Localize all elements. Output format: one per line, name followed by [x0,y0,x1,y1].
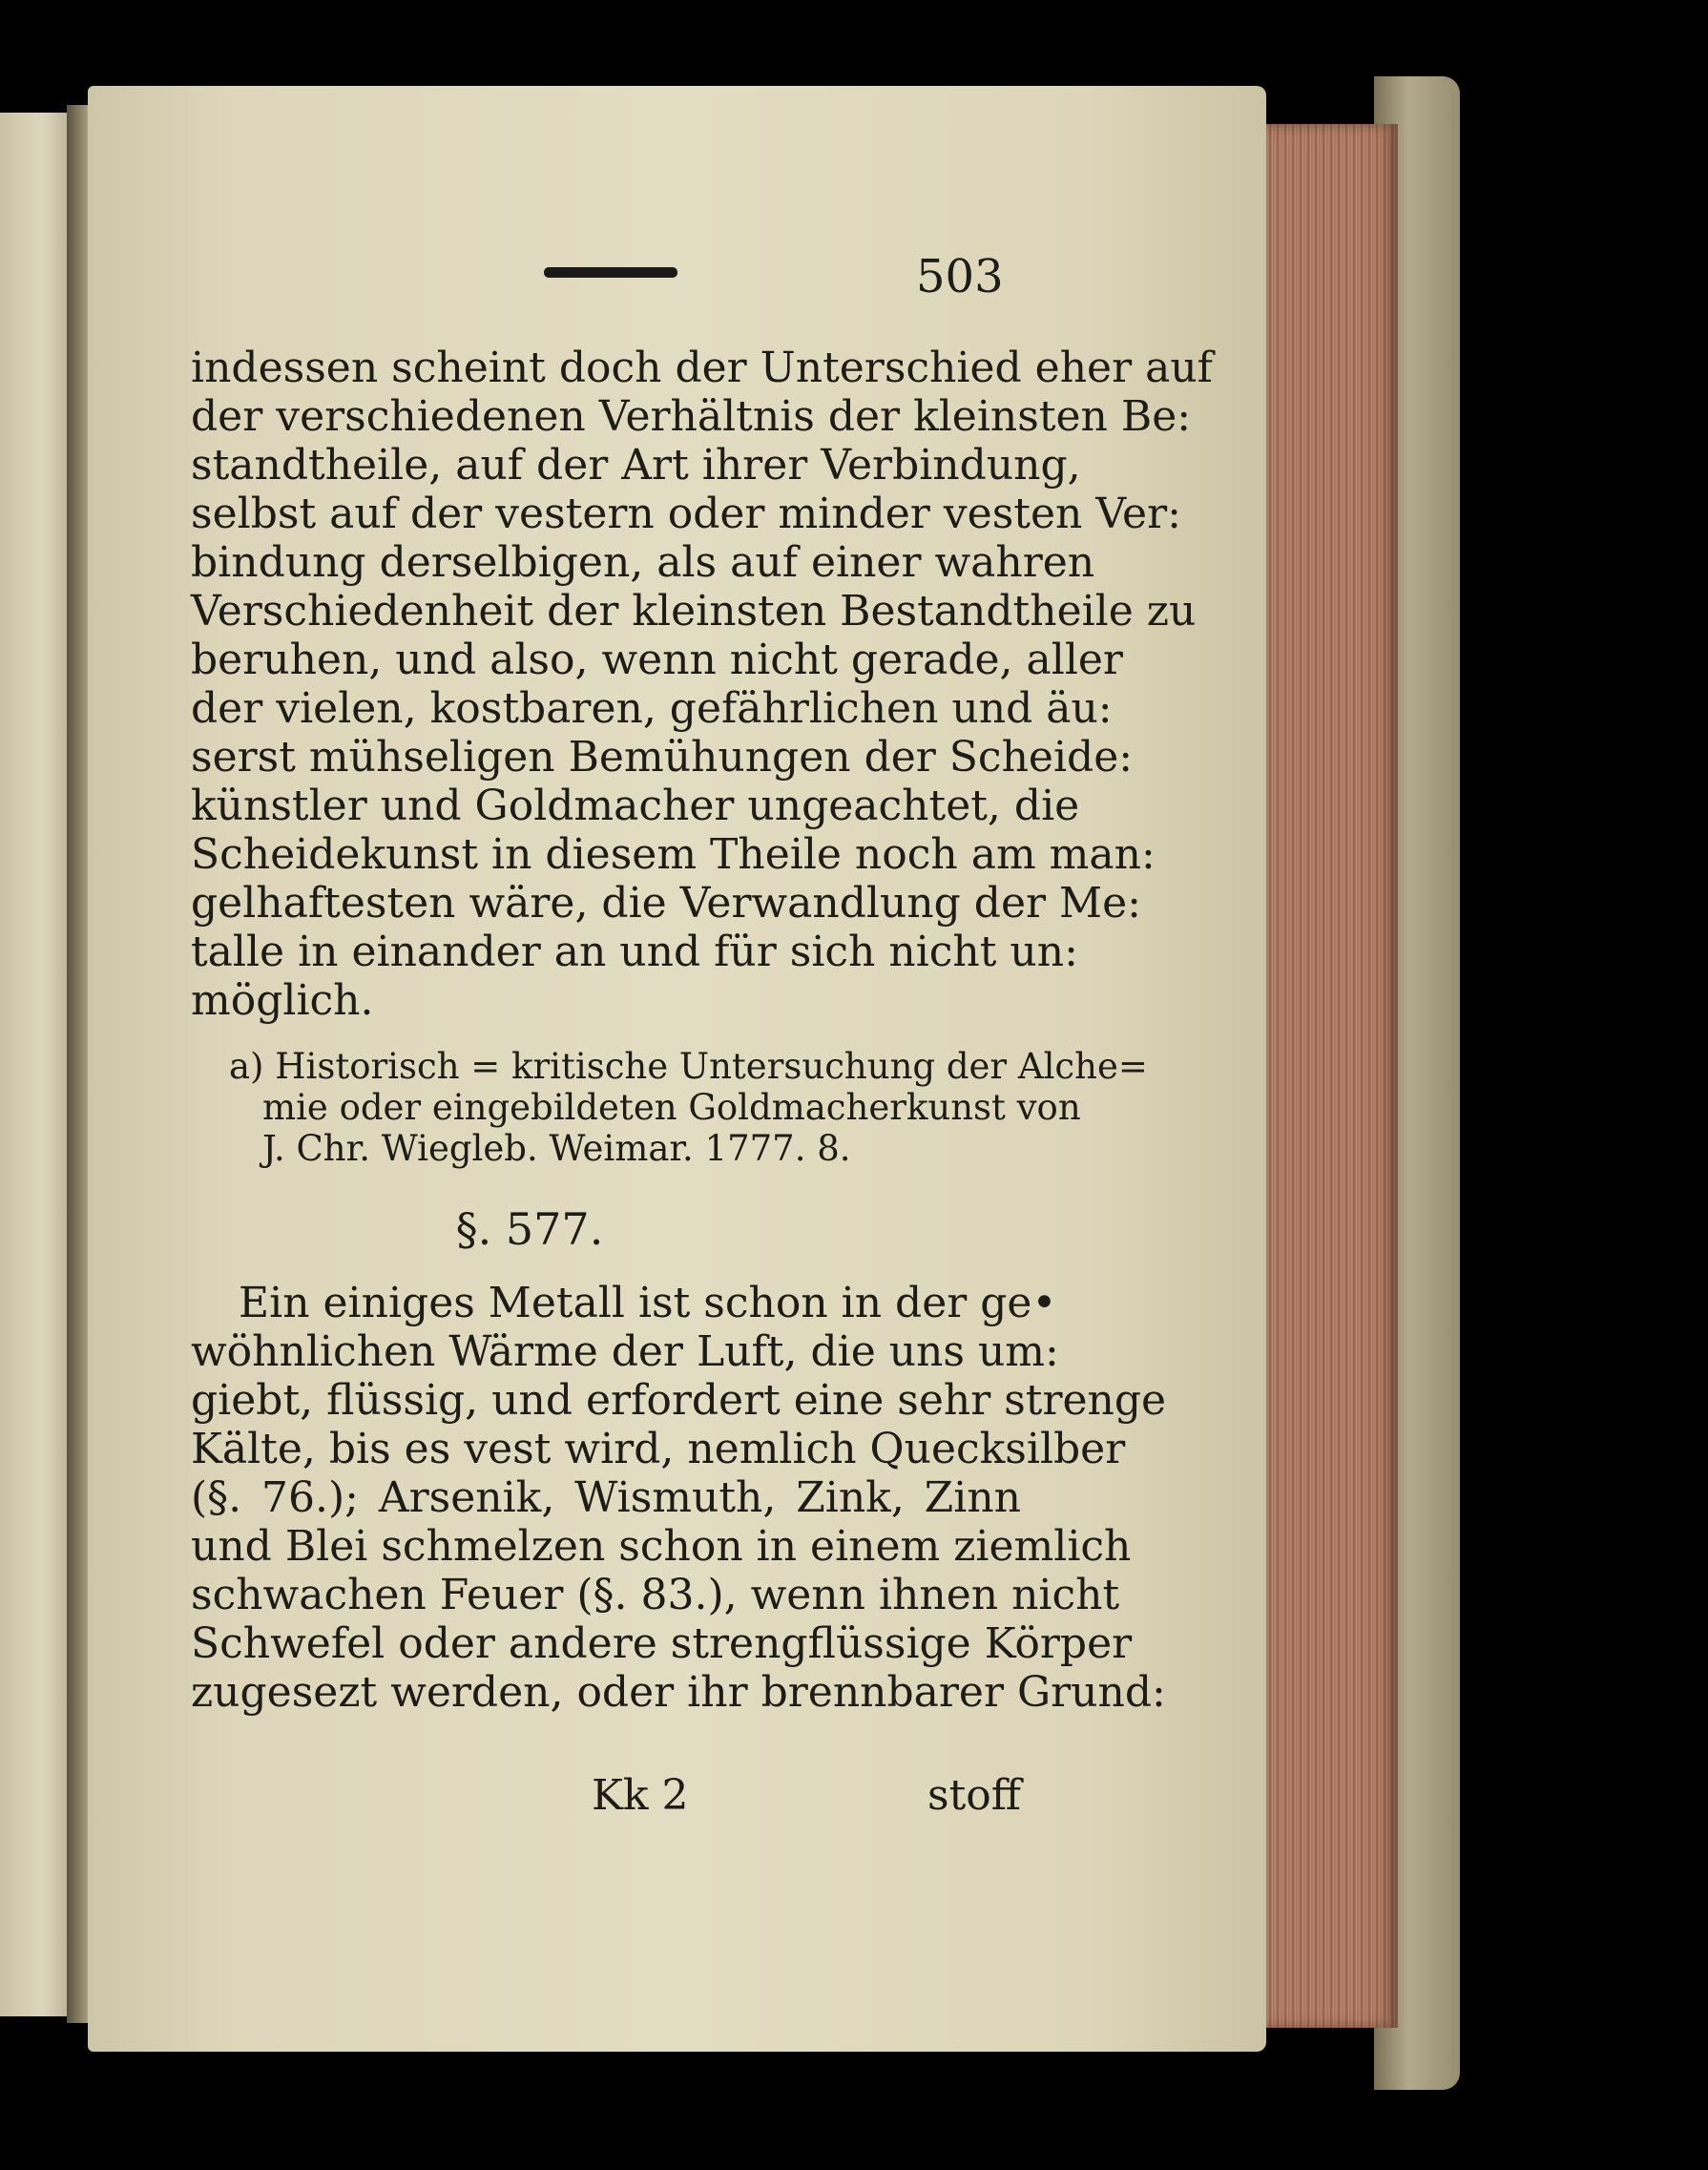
header-rule [544,267,677,278]
paragraph-2 [191,1279,1167,1717]
paragraph-1 [191,344,1213,1025]
text-line: Kälte, bis es vest wird, nemlich Quecksilber [191,1425,1126,1473]
text-line: Schwefel oder andere strengflüssige Körper [191,1619,1133,1668]
text-line: und Blei schmelzen schon in einem ziemlich [191,1522,1132,1571]
text-line: der vielen, kostbaren, gefährlichen und äu: [191,684,1113,733]
text-line: Verschiedenheit der kleinsten Bestandtheile zu [191,587,1197,636]
left-page [0,113,74,2016]
text-line: Ein einiges Metall ist schon in der ge• [239,1279,1057,1327]
page-edges [1250,124,1398,2028]
text-line: Scheidekunst in diesem Theile noch am man: [191,830,1156,879]
text-line: beruhen, und also, wenn nicht gerade, aller [191,636,1123,684]
text-line: möglich. [191,976,374,1025]
footnote-line: J. Chr. Wiegleb. Weimar. 1777. 8. [262,1128,851,1169]
text-line: (§. 76.); Arsenik, Wismuth, Zink, Zinn [191,1473,1021,1522]
text-line: bindung derselbigen, als auf einer wahren [191,538,1095,587]
text-line: gelhaftesten wäre, die Verwandlung der Me: [191,879,1141,928]
text-line: selbst auf der vestern oder minder vesten Ver: [191,490,1181,538]
text-line: indessen scheint doch der Unterschied eher auf [191,344,1213,392]
text-line: schwachen Feuer (§. 83.), wenn ihnen nicht [191,1571,1120,1619]
text-line: künstler und Goldmacher ungeachtet, die [191,782,1080,830]
footnote-line: mie oder eingebildeten Goldmacherkunst von [262,1087,1081,1128]
footnote [191,1046,1148,1169]
text-line: giebt, flüssig, und erfordert eine sehr strenge [191,1376,1167,1425]
text-line: standtheile, auf der Art ihrer Verbindung, [191,441,1081,490]
text-line: wöhnlichen Wärme der Luft, die uns um: [191,1327,1059,1376]
footnote-line: a) Historisch = kritische Untersuchung der Alche= [229,1046,1148,1087]
text-line: zugesezt werden, oder ihr brennbarer Grund: [191,1668,1166,1717]
page-footer [191,1771,1021,1821]
page-number: 503 [916,250,1004,303]
catchword: stoff [927,1771,1021,1820]
section-heading: §. 577. [455,1203,604,1255]
page-text [191,344,1213,1717]
text-line: serst mühseligen Bemühungen der Scheide: [191,733,1134,782]
text-line: talle in einander an und für sich nicht un: [191,928,1078,976]
text-line: der verschiedenen Verhältnis der kleinsten Be: [191,392,1192,441]
signature-mark: Kk 2 [592,1771,689,1820]
